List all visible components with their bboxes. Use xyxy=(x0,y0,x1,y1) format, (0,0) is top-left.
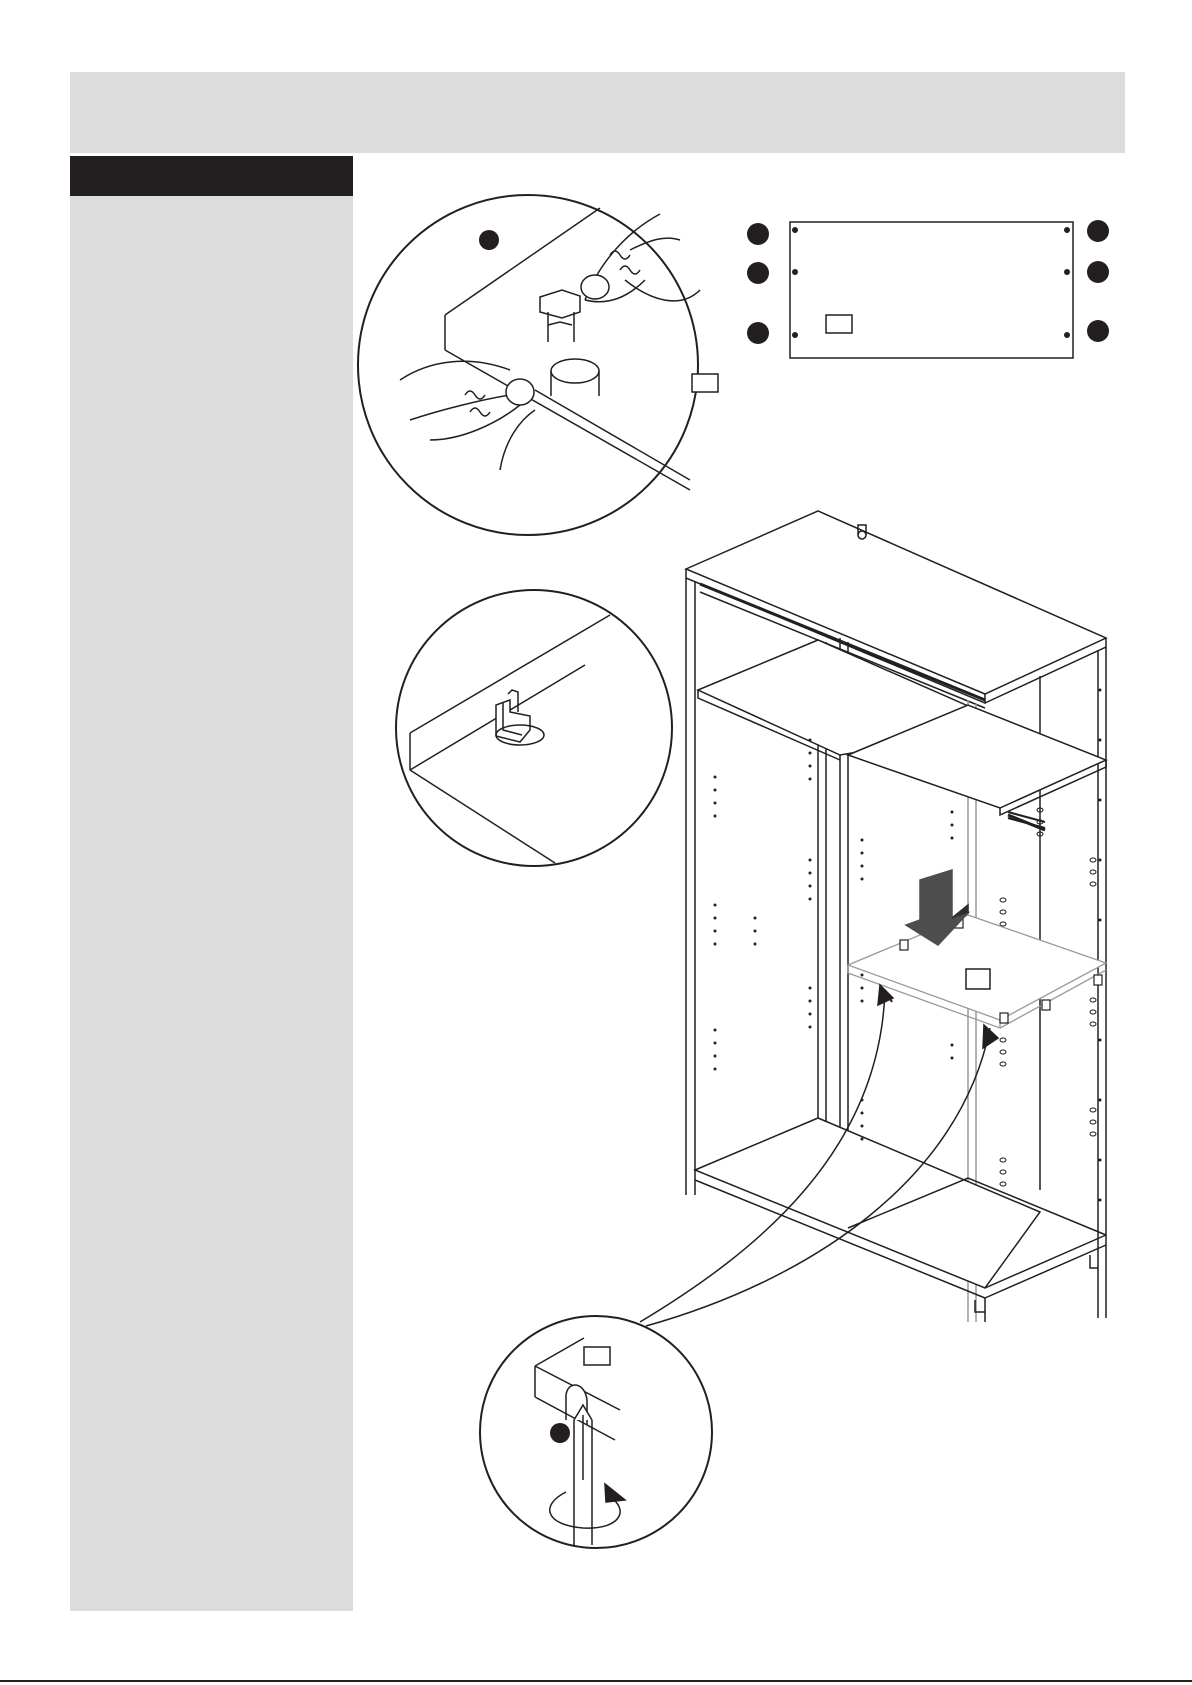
footer-rule xyxy=(0,1680,1192,1682)
shelf-support-icon xyxy=(496,690,544,745)
screw-label-box xyxy=(584,1347,610,1365)
step-marker-dot xyxy=(479,230,499,250)
wardrobe-carcass xyxy=(640,511,1106,1326)
cam-lock-detail xyxy=(358,195,718,535)
panel-label-box xyxy=(692,374,718,392)
shelf-support-detail xyxy=(396,590,672,866)
screw-tighten-detail xyxy=(480,1316,712,1548)
panel-hole-diagram xyxy=(747,220,1109,358)
step-marker-dot xyxy=(550,1423,570,1443)
rotate-arrow-icon xyxy=(550,1484,625,1528)
cam-lock-icon xyxy=(540,290,599,396)
shelf-label-box xyxy=(966,969,990,989)
